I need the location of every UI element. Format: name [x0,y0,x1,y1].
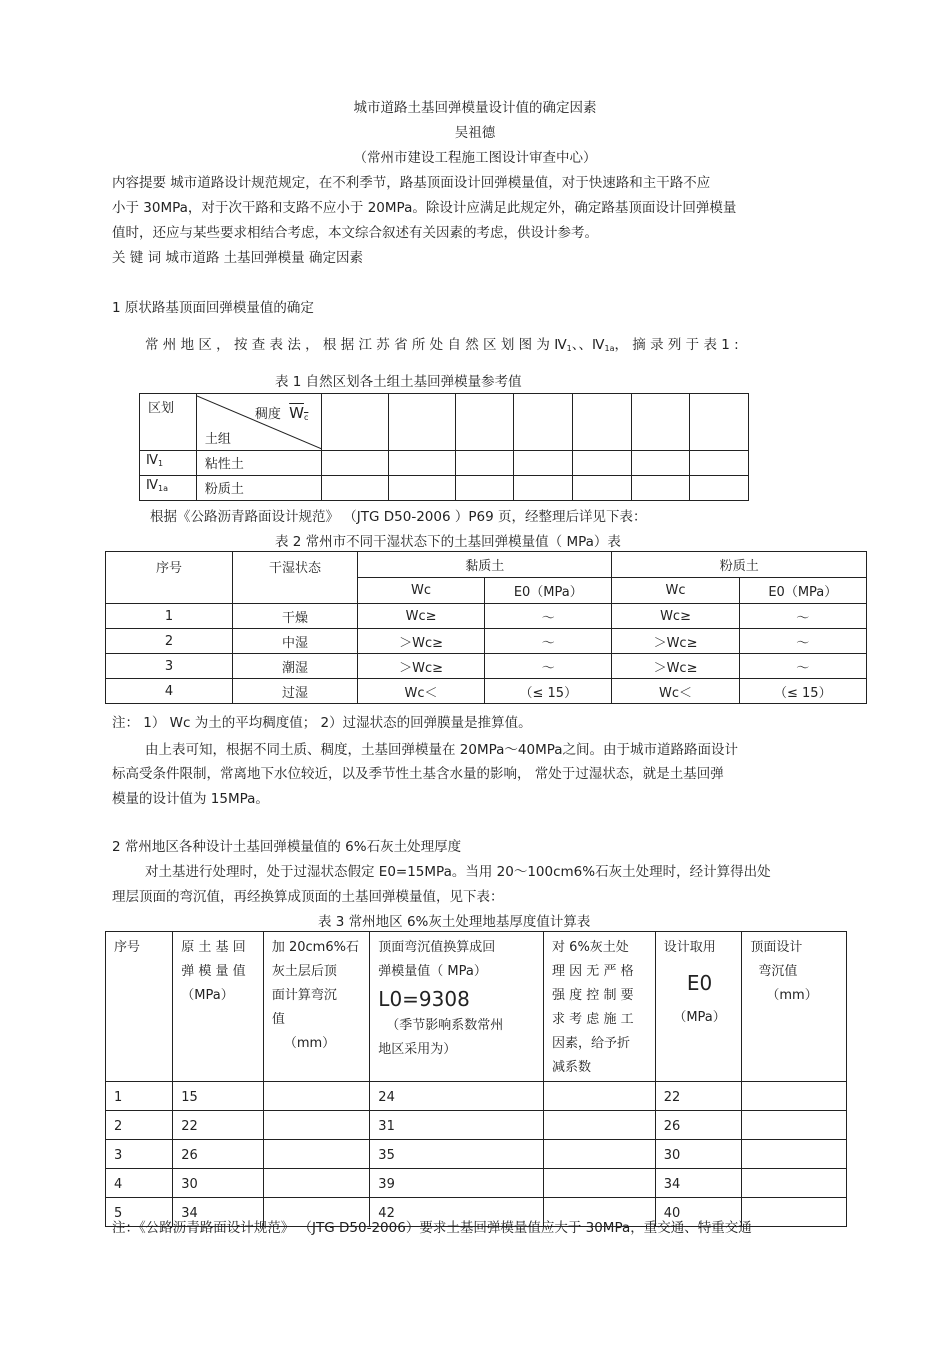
table-3-note: 注：《公路沥青路面设计规范》 （JTG D50-2006）要求土基回弹模量值应大于 30MPa，重交通、特重交通 [112,1220,752,1236]
header-silt: 粉质土 [612,552,867,578]
header-converted-modulus: 顶面弯沉值换算成回 弹模量值（ MPa） L0=9308 （季节影响系数常州 地区采用为） [370,932,544,1082]
table-1-cell [322,394,389,451]
header-reduction-factor: 对 6%灰土处 理 因 无 严 格 强 度 控 制 要 求 考 虑 施 工 因素，给予折 减系数 [544,932,656,1082]
table-2 [105,551,867,704]
header-seq: 序号 [106,932,173,1082]
table-row: 3 26 35 30 [106,1140,847,1169]
header-design-value: 设计取用 E0 （MPa） [655,932,742,1082]
table-row: 1 15 24 22 [106,1082,847,1111]
zone-cell: $Ⅳ_{1a}$ [140,476,197,501]
header-silt-wc: Wc [612,578,739,604]
soil-cell: 粉质土 [196,476,321,501]
table-row: 4 过湿 Wc＜ （≤ 15） Wc＜ （≤ 15） [106,679,867,704]
table-1-caption: 表 1 自然区划各土组土基回弹模量参考值 [275,374,522,390]
section-1-heading: 1 原状路基顶面回弹模量值的确定 [112,300,314,316]
header-clay: 黏质土 [357,552,611,578]
table-1-corner-left [140,394,197,451]
section-1-para-end: ， 摘 录 列 于 表 1 : [614,337,739,353]
table-row [140,451,749,476]
table-1-diagonal-header [196,394,321,451]
header-silt-e0: E0（MPa） [739,578,866,604]
soil-group-label: 土组 [204,432,231,447]
header-top-deflection: 顶面设计 弯沉值 （mm） [742,932,847,1082]
table-1-cell [572,394,631,451]
table-1-cell [631,394,690,451]
table-1-cell [690,394,749,451]
table-2-note: 注： 1） Wc 为土的平均稠度值； 2）过湿状态的回弹膜量是推算值。 [112,715,532,731]
header-clay-e0: E0（MPa） [485,578,612,604]
table-1 [139,393,749,501]
paragraph-2-line-1: 由上表可知，根据不同土质、稠度，土基回弹模量在 20MPa～40MPa之间。由于城市道路路面设计 [145,742,739,758]
header-deflection-20cm: 加 20cm6%石 灰土层后顶 面计算弯沉 值 （mm） [263,932,369,1082]
section-1-paragraph [145,333,739,353]
section-2-line-2: 理层顶面的弯沉值，再经换算成顶面的土基回弹模量值，见下表： [112,889,504,905]
header-clay-wc: Wc [357,578,484,604]
symbol-e0: E0 [686,971,713,995]
table-row: 2 中湿 ＞Wc≥ ～ ＞Wc≥ ～ [106,629,867,654]
paragraph-2-line-3: 模量的设计值为 15MPa。 [112,791,269,807]
table-1-cell [388,394,455,451]
affiliation: （常州市建设工程施工图设计审查中心） [353,150,597,166]
table-2-caption: 表 2 常州市不同干湿状态下的土基回弹模量值（ MPa）表 [275,534,621,550]
table-1-cell [455,394,514,451]
abstract-line-1: 内容提要 城市道路设计规范规定，在不利季节，路基顶面设计回弹模量值，对于快速路和主干路不应 [112,175,711,191]
section-2-line-1: 对土基进行处理时，处于过湿状态假定 E0=15MPa。当用 20～100cm6%石灰土处理时，经计算得出处 [145,864,771,880]
zone-sub-1a: 1a [604,344,615,353]
keywords: 关 键 词 城市道路 土基回弹模量 确定因素 [112,250,363,266]
table-2-intro: 根据《公路沥青路面设计规范》 （JTG D50-2006 ）P69 页，经整理后详见下表： [150,509,647,525]
table-row: 5 34 42 40 [106,1198,847,1227]
header-seq: 序号 [106,552,233,604]
paragraph-2-line-2: 标高受条件限制，常离地下水位较近，以及季节性土基含水量的影响， 常处于过湿状态，就是土基回弹 [112,766,724,782]
table-3-caption: 表 3 常州地区 6%灰土处理地基厚度值计算表 [318,914,591,930]
table-row: 1 干燥 Wc≥ ～ Wc≥ ～ [106,604,867,629]
table-row [140,476,749,501]
consistency-label: 稠度 $W_c$ [254,404,309,422]
soil-cell: 粘性土 [196,451,321,476]
section-2-heading: 2 常州地区各种设计土基回弹模量值的 6%石灰土处理厚度 [112,839,462,855]
abstract-line-3: 值时，还应与某些要求相结合考虑，本文综合叙述有关因素的考虑，供设计参考。 [112,225,598,241]
zone-label: 区划 [148,401,175,416]
wc-symbol: $W_c$ [289,404,309,422]
table-row: 4 30 39 34 [106,1169,847,1198]
table-row: 2 22 31 26 [106,1111,847,1140]
section-1-para-mid: 、、Ⅳ [571,337,605,353]
table-3 [105,931,847,1227]
page-title: 城市道路土基回弹模量设计值的确定因素 [353,100,597,116]
abstract-line-2: 小于 30MPa，对于次干路和支路不应小于 20MPa。除设计应满足此规定外，确定路基顶面设计回弹模量 [112,200,737,216]
header-state: 干湿状态 [232,552,357,604]
section-1-para-text: 常 州 地 区 ， 按 查 表 法 ， 根 据 江 苏 省 所 处 自 然 区 划 图 为 Ⅳ [145,337,567,353]
table-1-cell [514,394,573,451]
table-row: 3 潮湿 ＞Wc≥ ～ ＞Wc≥ ～ [106,654,867,679]
author: 吴祖德 [454,125,496,141]
zone-cell: $Ⅳ_1$ [140,451,197,476]
header-original-modulus: 原 土 基 回 弹 模 量 值 （MPa） [173,932,264,1082]
formula-l0: L0=9308 [378,987,470,1011]
zone-sub-1: 1 [566,344,572,353]
